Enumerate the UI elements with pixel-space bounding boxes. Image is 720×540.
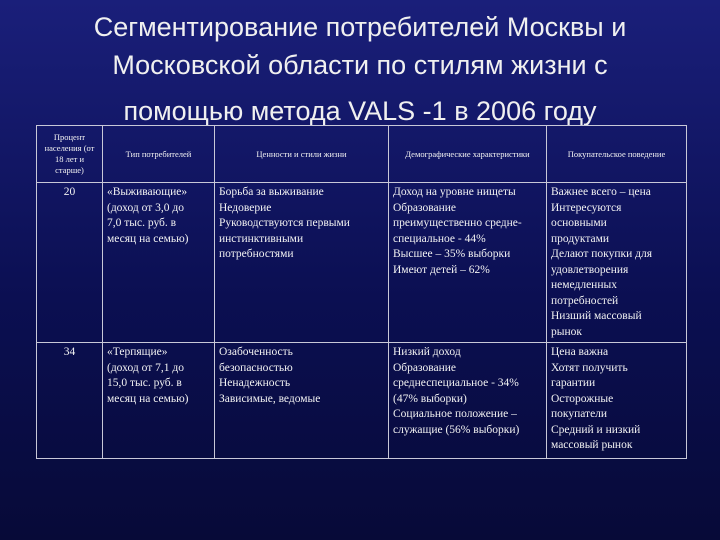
table-row xyxy=(37,343,687,459)
text-line: немедленных xyxy=(551,279,617,291)
text-line: Зависимые, ведомые xyxy=(219,392,321,405)
text-line: покупатели xyxy=(551,408,608,420)
header-values: Ценности и стили жизни xyxy=(215,126,389,183)
text-line: Низший массовый xyxy=(551,310,642,322)
header-type: Тип потребителей xyxy=(103,126,215,183)
text-line: Интересуются xyxy=(551,201,622,214)
text-line: (доход от 3,0 до xyxy=(107,201,184,214)
cell-type xyxy=(103,343,215,459)
text-line: специальное - 44% xyxy=(393,232,486,245)
text-line: Низкий доход xyxy=(393,346,461,358)
title-line-2: Московской области по стилям жизни с xyxy=(112,50,608,80)
text-line: «Терпящие» xyxy=(107,346,168,358)
text-line: безопасностью xyxy=(219,361,293,374)
text-line: основными xyxy=(551,217,607,229)
text-line: Средний и низкий xyxy=(551,423,641,436)
title-line-1: Сегментирование потребителей Москвы и xyxy=(93,12,627,42)
header-percent: Процент населения (от 18 лет и старше) xyxy=(37,126,103,183)
text-line: (доход от 7,1 до xyxy=(107,361,184,374)
segmentation-table xyxy=(36,125,687,459)
text-line: Борьба за выживание xyxy=(219,186,324,198)
text-line: (47% выборки) xyxy=(393,392,467,405)
text-line: инстинктивными xyxy=(219,232,304,245)
text-line: Высшее – 35% выборки xyxy=(393,248,511,260)
title-line-3: помощью метода VALS -1 в 2006 году xyxy=(123,96,597,126)
text-line: Осторожные xyxy=(551,392,614,405)
cell-demographics xyxy=(389,183,547,343)
text-line: Социальное положение – xyxy=(393,408,517,420)
header-demographics: Демографические характеристики xyxy=(389,126,547,183)
text-line: потребностей xyxy=(551,294,619,307)
text-line: Имеют детей – 62% xyxy=(393,263,490,276)
text-line: среднеспециальное - 34% xyxy=(393,377,519,389)
text-line: служащие (56% выборки) xyxy=(393,423,520,436)
cell-values xyxy=(215,183,389,343)
text-line: месяц на семью) xyxy=(107,392,189,405)
text-line: Ненадежность xyxy=(219,377,291,389)
cell-behavior xyxy=(547,343,687,459)
text-line: потребностями xyxy=(219,248,294,260)
text-line: «Выживающие» xyxy=(107,186,188,198)
text-line: Образование xyxy=(393,201,457,214)
cell-values xyxy=(215,343,389,459)
text-line: Цена важна xyxy=(551,346,609,358)
text-line: Хотят получить xyxy=(551,361,628,374)
cell-type xyxy=(103,183,215,343)
header-behavior: Покупательское поведение xyxy=(547,126,687,183)
text-line: Делают покупки для xyxy=(551,248,653,260)
table-row xyxy=(37,183,687,343)
text-line: преимущественно средне- xyxy=(393,217,522,229)
cell-percent: 34 xyxy=(37,343,103,459)
text-line: массовый рынок xyxy=(551,439,633,451)
text-line: удовлетворения xyxy=(551,263,629,276)
cell-behavior xyxy=(547,183,687,343)
text-line: Образование xyxy=(393,361,457,374)
table-header-row xyxy=(37,126,687,183)
text-line: гарантии xyxy=(551,377,596,389)
text-line: Озабоченность xyxy=(219,346,293,358)
text-line: 15,0 тыс. руб. в xyxy=(107,377,182,389)
page-title xyxy=(20,8,700,130)
text-line: 7,0 тыс. руб. в xyxy=(107,217,177,229)
text-line: Недоверие xyxy=(219,201,272,214)
text-line: продуктами xyxy=(551,232,610,245)
text-line: Важнее всего – цена xyxy=(551,186,651,198)
text-line: Доход на уровне нищеты xyxy=(393,186,516,198)
cell-percent: 20 xyxy=(37,183,103,343)
text-line: рынок xyxy=(551,325,582,338)
text-line: месяц на семью) xyxy=(107,232,189,245)
cell-demographics xyxy=(389,343,547,459)
text-line: Руководствуются первыми xyxy=(219,217,350,229)
